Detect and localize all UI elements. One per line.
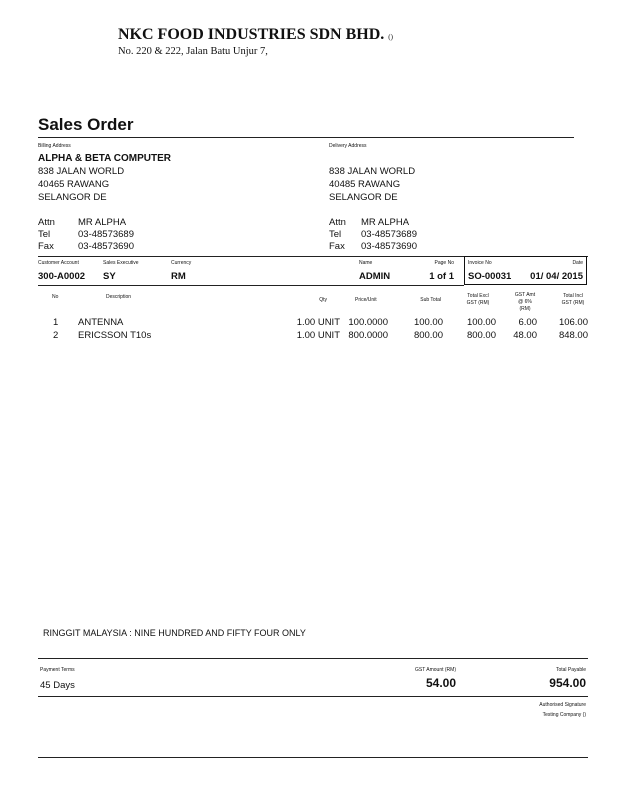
delivery-line-3: SELANGOR DE	[329, 192, 398, 203]
billing-line-1: 838 JALAN WORLD	[38, 166, 125, 177]
billing-fax-label: Fax	[38, 241, 54, 252]
delivery-attn-label: Attn	[329, 217, 346, 228]
delivery-attn: MR ALPHA	[361, 217, 410, 228]
amount-in-words: RINGGIT MALAYSIA : NINE HUNDRED AND FIFTY FOUR ONLY	[43, 628, 306, 638]
header-qty: Qty	[319, 297, 327, 303]
company-name-suffix: ()	[388, 33, 393, 41]
total-payable-label: Total Payable	[555, 667, 586, 673]
delivery-tel: 03-48573689	[361, 229, 417, 240]
row-1-total-excl: 100.00	[466, 317, 496, 328]
delivery-line-2: 40485 RAWANG	[329, 179, 401, 190]
row-1-no: 1	[53, 317, 59, 328]
header-total-incl-1: Total Incl	[563, 293, 583, 299]
header-description: Description	[106, 294, 132, 300]
row-1-qty: 1.00 UNIT	[296, 317, 340, 328]
header-total-excl-1: Total Excl	[467, 293, 489, 299]
sales-executive-label: Sales Executive	[103, 260, 139, 266]
row-2-sub-total: 800.00	[413, 330, 443, 341]
currency: RM	[171, 271, 186, 282]
invoice-no-label: Invoice No	[468, 260, 492, 266]
row-1-total-incl: 106.00	[558, 317, 588, 328]
billing-name: ALPHA & BETA COMPUTER	[38, 153, 171, 164]
invoice-no: SO-00031	[468, 271, 512, 282]
row-1-sub-total: 100.00	[413, 317, 443, 328]
footer-divider-top	[38, 658, 588, 659]
row-2-total-incl: 848.00	[558, 330, 588, 341]
name-label: Name	[359, 260, 373, 266]
row-2-qty: 1.00 UNIT	[296, 330, 340, 341]
footer-divider-bottom	[38, 757, 588, 758]
company-name: NKC FOOD INDUSTRIES SDN BHD. ()	[118, 26, 393, 43]
currency-label: Currency	[171, 260, 192, 266]
header-total-incl-2: GST (RM)	[561, 300, 585, 306]
title-divider	[38, 137, 574, 138]
total-payable: 954.00	[549, 676, 586, 690]
gst-amount-label: GST Amount (RM)	[414, 667, 456, 673]
row-1-description: ANTENNA	[78, 317, 124, 328]
header-price-unit: Price/Unit	[355, 297, 377, 303]
header-total-excl-2: GST (RM)	[466, 300, 490, 306]
header-sub-total: Sub Total	[420, 297, 441, 303]
delivery-fax-label: Fax	[329, 241, 345, 252]
billing-line-2: 40465 RAWANG	[38, 179, 110, 190]
page-no: 1 of 1	[429, 271, 454, 282]
sales-executive: SY	[103, 271, 116, 282]
header-gst-amt-3: (RM)	[519, 306, 531, 312]
payment-terms: 45 Days	[40, 680, 75, 691]
row-2-gst-amt: 48.00	[513, 330, 537, 341]
customer-account-label: Customer Account	[38, 260, 79, 266]
row-2-total-excl: 800.00	[466, 330, 496, 341]
name-value: ADMIN	[359, 271, 391, 282]
customer-account: 300-A0002	[38, 271, 86, 282]
delivery-tel-label: Tel	[329, 229, 342, 240]
billing-tel-label: Tel	[38, 229, 51, 240]
delivery-fax: 03-48573690	[361, 241, 417, 252]
row-2-no: 2	[53, 330, 59, 341]
row-1-gst-amt: 6.00	[518, 317, 537, 328]
header-gst-amt-1: GST Amt	[514, 292, 536, 298]
date-label: Date	[572, 260, 583, 266]
billing-attn-label: Attn	[38, 217, 55, 228]
page-title: Sales Order	[38, 115, 134, 134]
billing-attn: MR ALPHA	[78, 217, 127, 228]
delivery-address-label: Delivery Address	[329, 143, 367, 149]
info-divider-bottom	[38, 285, 464, 286]
authorised-signature-label: Authorised Signature	[539, 702, 586, 708]
billing-address-label: Billing Address	[38, 143, 71, 149]
billing-line-3: SELANGOR DE	[38, 192, 107, 203]
billing-tel: 03-48573689	[78, 229, 134, 240]
header-gst-amt-2: @ 6%	[518, 299, 532, 305]
signer-name: Testing Company ()	[542, 712, 586, 718]
billing-fax: 03-48573690	[78, 241, 134, 252]
page-no-label: Page No	[434, 260, 454, 266]
footer-divider-middle	[38, 696, 588, 697]
gst-amount: 54.00	[425, 676, 456, 690]
header-no: No	[52, 294, 59, 300]
row-2-price-unit: 800.0000	[348, 330, 388, 341]
row-2-description: ERICSSON T10s	[78, 330, 152, 341]
date: 01/ 04/ 2015	[530, 271, 583, 282]
delivery-line-1: 838 JALAN WORLD	[329, 166, 416, 177]
row-1-price-unit: 100.0000	[348, 317, 388, 328]
payment-terms-label: Payment Terms	[40, 667, 75, 673]
company-address: No. 220 & 222, Jalan Batu Unjur 7,	[118, 46, 268, 57]
